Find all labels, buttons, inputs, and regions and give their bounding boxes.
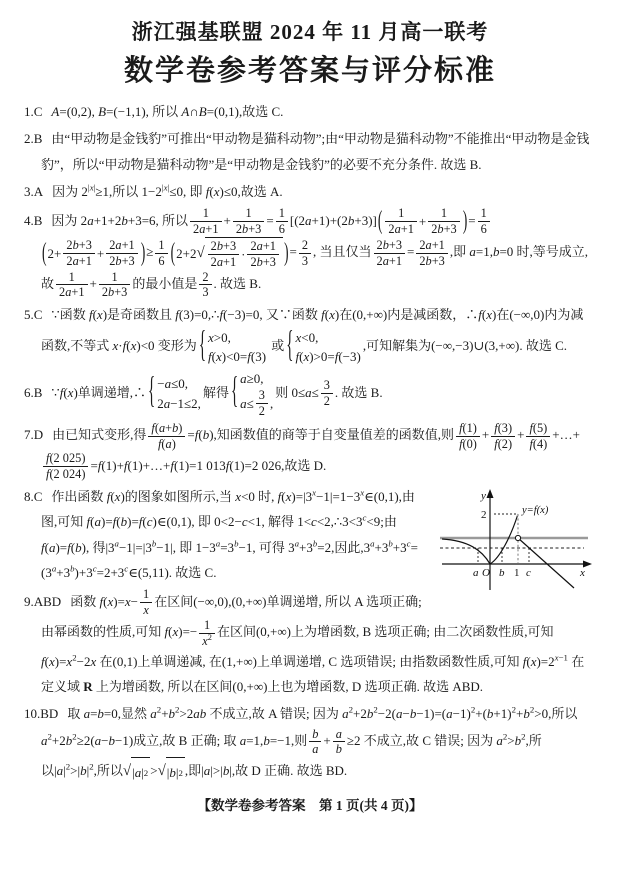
question-number-and-answer: 4.B <box>24 212 43 228</box>
solution-text: y x 2 y=f(x) a O b 1 c 作出函数 f(x)的图象如图所示,当 x<0 时, $f(x)=|3^x-1|=1-3^x\in(0,1)$,由图,可知 f(a)=f(b)=f(c)∈(0,1), 即 0<2−c<1, 解得 $1<c<2,\therefore 3<3^c<9$;由 f(a)=f(b), 得$|3^a-1|=|3^b-1|$, 即 $1-3^a=3^b-1$, 可得 $3^a+3^b=2$,因此$,3^a+3^b+3^c=(3^a+3^b)+3^c=2+3^c\in(5,11)$. 故选 C. <box>41 489 418 580</box>
question-number-and-answer: 3.A <box>24 184 44 200</box>
question-number-and-answer: 8.C <box>24 488 43 504</box>
answer-item <box>24 302 596 366</box>
question-number-and-answer: 6.B <box>24 384 43 400</box>
question-number-and-answer: 5.C <box>24 307 43 323</box>
open-point <box>515 535 520 540</box>
solution-text: 由已知式变形,得 $\frac{f(a+b)}{f(a)}$ =f(b),知函数值的商等于自变量值差的函数值,则 $\frac{f(1)}{f(0)}$ + $\frac{f(3)}{f(2)}$ + $\frac{f(5)}{f(4)}$ +…+ $\frac{f(2 025)}{f(2 024)}$ =f(1)+f(1)+…+f(1)=1 013f(1)=2 026,故选 D. <box>41 427 580 473</box>
curve-descending-branch <box>518 538 574 588</box>
exam-title: 浙江强基联盟 2024 年 11 月高一联考 <box>131 20 489 44</box>
x-axis-label: x <box>580 566 585 579</box>
function-graph-figure <box>438 486 596 598</box>
question-number-and-answer: 9.ABD <box>24 593 62 609</box>
c-tick-label: c <box>526 566 531 579</box>
solution-text: A=(0,2), B=(−1,1), 所以 A∩B=(0,1),故选 C. <box>51 104 284 119</box>
a-tick-label: a <box>473 566 479 579</box>
solution-text: 取 a=b=0,显然 $a^2+b^2>2ab$ 不成立,故 A 错误; 因为 $a^2+2b^2-2(a-b-1)=(a-1)^2+(b+1)^2+b^2>0$,所以 $a^2+2b^2\ge 2(a-b-1)$成立,故 B 正确; 取 a=1,b=−1,则 $\frac{b}{a}$ + $\frac{a}{b}$ ≥2 不成立,故 C 错误; 因为 $a^2>b^2$,所以$|a|^2>|b|^2$,所以 √ | a | 2 > √ | b | 2 ,即|a|>|b|,故 D 正确. 故选 BD. <box>41 706 577 778</box>
curve-left-branch <box>442 539 490 564</box>
question-number-and-answer: 2.B <box>24 131 43 147</box>
question-number-and-answer: 7.D <box>24 427 44 443</box>
solution-text: 因为 $2^{|x|}\ge 1$,所以 $1-2^{|x|}\le 0$, 即 f(x)≤0,故选 A. <box>52 182 283 200</box>
page-footer: 【数学卷参考答案 第 1 页(共 4 页)】 <box>197 798 423 814</box>
answer-item <box>24 701 596 786</box>
solution-text: 因为 2a+1+2b+3=6, 所以 $\frac{1}{2a+1}$ + $\frac{1}{2b+3}$ = $\frac{1}{6}$ [(2a+1)+(2b+3)] ( $\frac{1}{2a+1}$ + $\frac{1}{2b+3}$ ) = $\frac{1}{6}$ ( 2+ $\frac{2b+3}{2a+1}$ + $\frac{2a+1}{2b+3}$ ) ≥ $\frac{1}{6}$ ( 2+2 √ $\frac{2b+3}{2a+1}$ · $\frac{2a+1}{2b+3}$ ) = $\frac{2}{3}$ , 当且仅当 $\frac{2b+3}{2a+1}$ = $\frac{2a+1}{2b+3}$ ,即 a=1,b=0 时,等号成立,故 $\frac{1}{2a+1}$ + $\frac{1}{2b+3}$ 的最小值是 $\frac{2}{3}$ . 故选 B. <box>41 205 589 300</box>
curve-name-label: y=f(x) <box>522 504 549 516</box>
question-number-and-answer: 1.C <box>24 104 43 119</box>
answer-item <box>24 587 596 699</box>
origin-label: O <box>482 566 490 579</box>
question-number-and-answer: 10.BD <box>24 706 59 722</box>
y2-tick-label: 2 <box>481 508 487 521</box>
answer-item <box>24 369 596 419</box>
answer-item <box>24 484 596 585</box>
y-axis-label: y <box>481 489 486 502</box>
solution-text: ∵函数 f(x)是奇函数且 f(3)=0,∴f(−3)=0, 又∵函数 f(x)在(0,+∞)内是减函数，∴f(x)在(−∞,0)内为减函数,不等式 x·f(x)<0 变形为 { x >0, f ( x )<0= f (3) 或 { x <0, f ( x )>0= f (−3) ,可知解集为(−∞,−3)∪(3,+∞). 故选 C. <box>41 307 584 366</box>
answer-item <box>24 179 596 204</box>
b-tick-label: b <box>499 566 505 579</box>
answer-list <box>24 99 596 786</box>
answer-item <box>24 206 596 300</box>
solution-text: 函数 f(x)=x− $\frac{1}{x}$ 在区间(−∞,0),(0,+∞)单调递增, 所以 A 选项正确; 由幂函数的性质,可知 f(x)=− $\frac{1}{x^2}$ 在区间(0,+∞)上为增函数, B 选项正确; 由二次函数性质,可知 $f(x)=x^2-2x$ 在(0,1)上单调递减, 在(1,+∞)上单调递增, C 选项错误; 由指数函数性质,可知 $f(x)=2^{x-1}$ 在定义域 R 上为增函数, 所以在区间(0,+∞)上也为增函数, D 选项正确. 故选 ABD. <box>41 587 585 694</box>
one-tick-label: 1 <box>514 566 520 579</box>
y-axis-arrow <box>487 489 494 498</box>
answer-item <box>24 421 596 482</box>
answer-item <box>24 99 596 124</box>
solution-text: ∵f(x)单调递增,∴ { − a ≤0, 2 a −1≤2, 解得 { a ≥0, a ≤ $\frac{3}{2}$ , 则 0≤a≤ $\frac{3}{2}$ . 故选 B. <box>51 370 383 418</box>
answer-item <box>24 126 596 177</box>
page-title: 数学卷参考答案与评分标准 <box>123 55 496 87</box>
solution-text: 由“甲动物是金钱豹”可推出“甲动物是猫科动物”;由“甲动物是猫科动物”不能推出“甲动物是金钱豹”，所以“甲动物是猫科动物”是“甲动物是金钱豹”的必要不充分条件. 故选 B. <box>41 131 590 172</box>
